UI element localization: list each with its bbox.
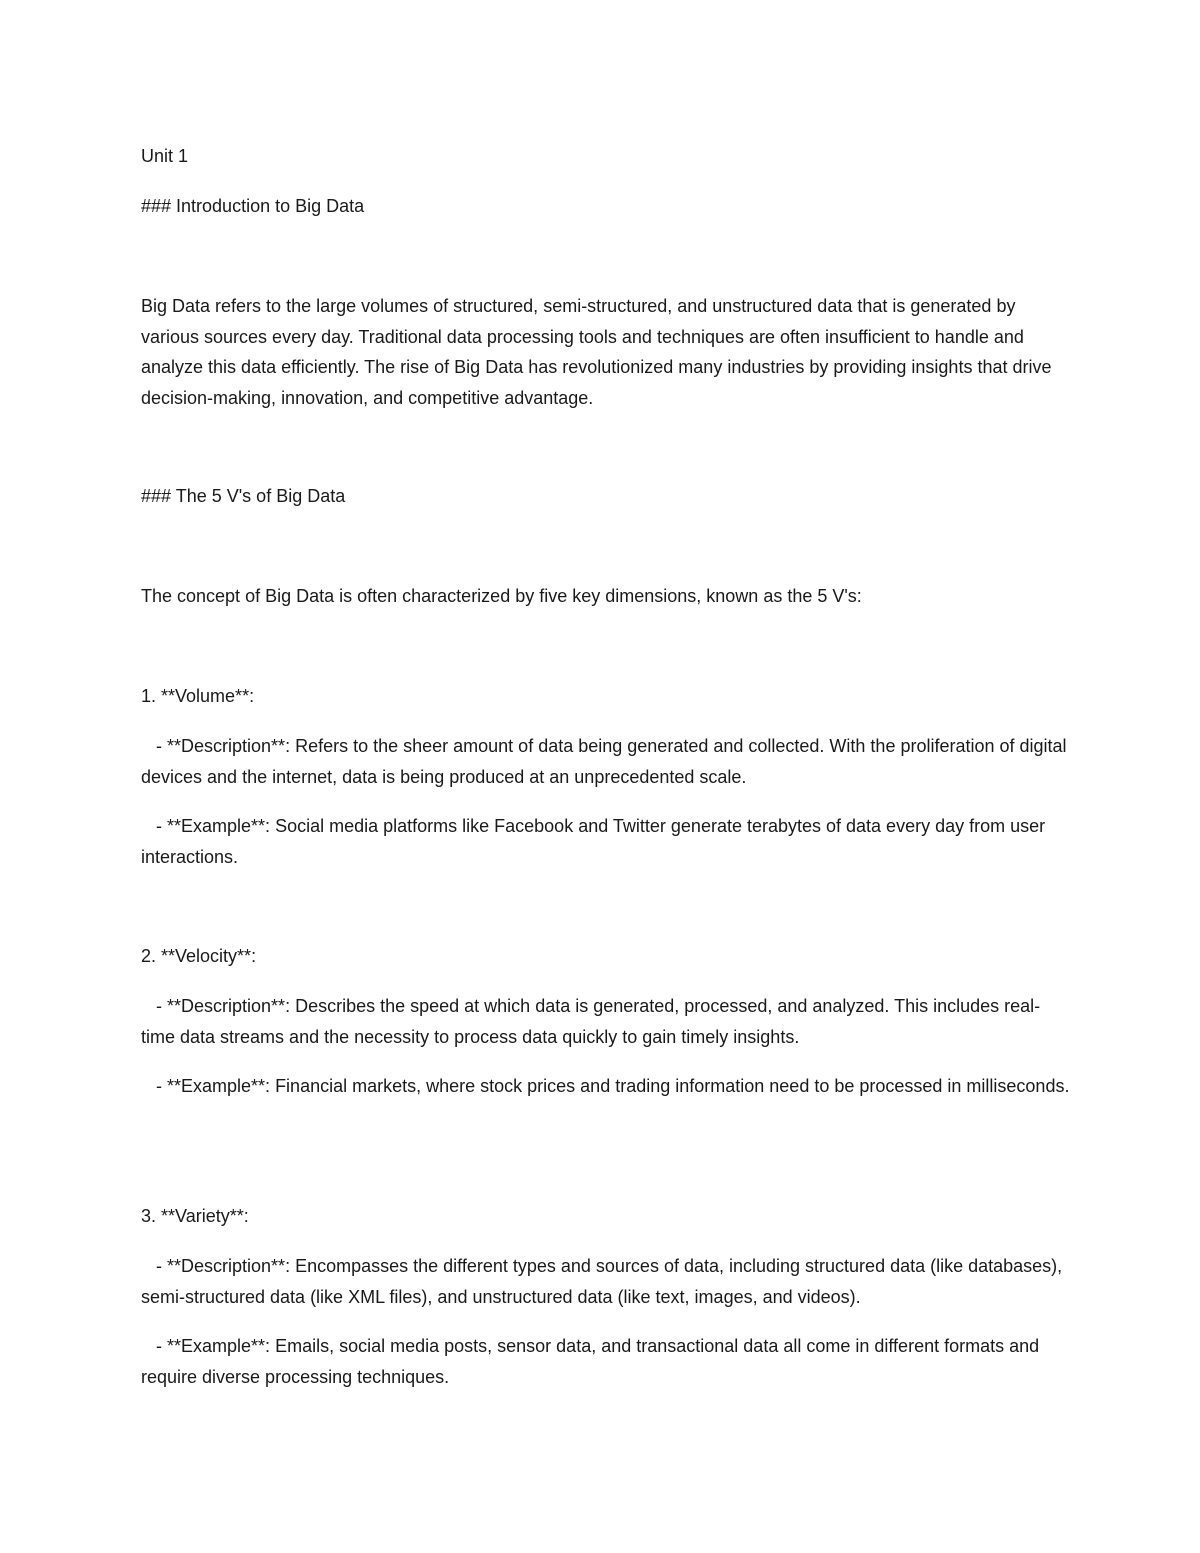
- item-description-volume: - **Description**: Refers to the sheer amount of data being generated and collected. With the proliferation of digital devices and the internet, data is being produced at an unprecedented scale.: [141, 736, 1072, 787]
- concept-paragraph: The concept of Big Data is often characterized by five key dimensions, known as the 5 V's:: [141, 586, 862, 606]
- heading-5vs: ### The 5 V's of Big Data: [141, 486, 346, 506]
- item-example-velocity: - **Example**: Financial markets, where stock prices and trading information need to be processed in milliseconds.: [141, 1076, 1070, 1096]
- unit-label: Unit 1: [141, 146, 189, 166]
- item-title-velocity: 2. **Velocity**:: [141, 946, 257, 966]
- item-title-volume: 1. **Volume**:: [141, 686, 255, 706]
- item-description-variety: - **Description**: Encompasses the different types and sources of data, including structured data (like databases), semi-structured data (like XML files), and unstructured data (like text, images, and videos).: [141, 1256, 1068, 1307]
- intro-paragraph: Big Data refers to the large volumes of structured, semi-structured, and unstructured data that is generated by various sources every day. Traditional data processing tools and techniques are often insufficient to handle and analyze this data efficiently. The rise of Big Data has revolutionized many industries by providing insights that drive decision-making, innovation, and competitive advantage.: [141, 296, 1057, 408]
- item-description-velocity: - **Description**: Describes the speed at which data is generated, processed, and analyzed. This includes real-time data streams and the necessity to process data quickly to gain timely insights.: [141, 996, 1041, 1047]
- item-example-volume: - **Example**: Social media platforms like Facebook and Twitter generate terabytes of data every day from user interactions.: [141, 816, 1051, 867]
- heading-introduction: ### Introduction to Big Data: [141, 196, 365, 216]
- item-title-variety: 3. **Variety**:: [141, 1206, 249, 1226]
- item-example-variety: - **Example**: Emails, social media posts, sensor data, and transactional data all come in different formats and require diverse processing techniques.: [141, 1336, 1045, 1387]
